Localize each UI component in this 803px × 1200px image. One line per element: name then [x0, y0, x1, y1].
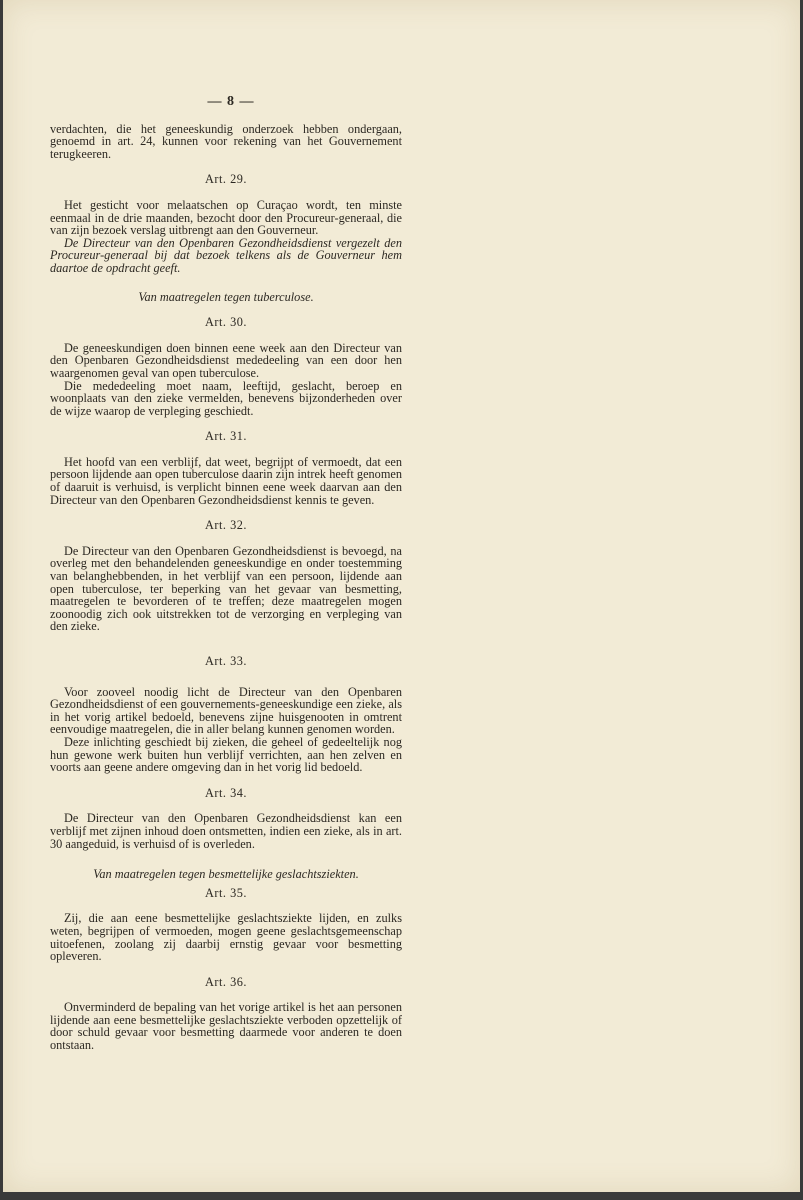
page-number: — 8 —	[207, 94, 255, 109]
document-page	[3, 0, 800, 1192]
article-heading-34: Art. 34.	[205, 785, 247, 800]
paragraph-continuation: verdachten, die het geneeskundig onderzoek hebben ondergaan, genoemd in art. 24, kunnen voor rekening van het Gouvernement terugkeeren.	[50, 121, 402, 161]
article-heading-35: Art. 35.	[205, 885, 247, 900]
text-column	[50, 96, 402, 1052]
paragraph: Het hoofd van een verblijf, dat weet, begrijpt of vermoedt, dat een persoon lijdende aan open tuberculose daarin zijn intrek heeft genomen of daaruit is verhuisd, is verplicht binnen eene week daarvan aan den Directeur van den Openbaren Gezondheidsdienst kennis te geven.	[50, 454, 402, 507]
article-heading-30: Art. 30.	[205, 315, 247, 330]
paragraph: Het gesticht voor melaatschen op Curaçao wordt, ten minste eenmaal in de drie maanden, bezocht door den Procureur-generaal, die van zijn bezoek verslag uitbrengt aan den Gouverneur.	[50, 197, 402, 238]
article-heading-33: Art. 33.	[205, 654, 247, 668]
paragraph: De Directeur van den Openbaren Gezondheidsdienst kan een verblijf met zijnen inhoud doen ontsmetten, indien een zieke, als in art. 30 aangeduid, is verhuisd of is overleden.	[50, 811, 402, 851]
paragraph: Zij, die aan eene besmettelijke geslachtsziekte lijden, en zulks weten, begrijpen of vermoeden, mogen geene geslachtsgemeenschap uitoefenen, zoolang zij daarbij ernstig gevaar voor besmetting opleveren.	[50, 911, 402, 964]
article-heading-36: Art. 36.	[205, 974, 247, 989]
section-heading-geslachtsziekten: Van maatregelen tegen besmettelijke geslachtsziekten.	[93, 867, 359, 882]
paragraph: De Directeur van den Openbaren Gezondheidsdienst is bevoegd, na overleg met den behandelenden geneeskundige en onder toestemming van belanghebbenden, in het verblijf van een persoon, lijdende aan open tuberculose, ter beperking van het gevaar van besmetting, maatregelen te bevorderen of te treffen; deze maatregelen mogen zoonoodig zich ook uitstrekken tot de verzorging en verpleging van den zieke.	[50, 543, 402, 634]
paragraph: Die mededeeling moet naam, leeftijd, geslacht, beroep en woonplaats van den zieke vermelden, benevens bijzonderheden over de wijze waarop de verpleging geschiedt.	[50, 378, 402, 418]
paragraph: Deze inlichting geschiedt bij zieken, die geheel of gedeeltelijk nog hun gewone werk buiten hun verblijf verrichten, aan hen zelven en voorts aan geene andere omgeving dan in het vorig lid bedoeld.	[50, 734, 402, 775]
article-heading-31: Art. 31.	[205, 429, 247, 444]
paragraph: De geneeskundigen doen binnen eene week aan den Directeur van den Openbaren Gezondheidsdienst mededeeling van een door hen waargenomen geval van open tuberculose.	[50, 340, 402, 380]
article-heading-29: Art. 29.	[205, 172, 247, 187]
paragraph: Onverminderd de bepaling van het vorige artikel is het aan personen lijdende aan eene besmettelijke geslachtsziekte verboden opzettelijk of door schuld gevaar voor besmetting daarmede voor anderen te doen ontstaan.	[50, 1000, 402, 1053]
paragraph-italic: De Directeur van den Openbaren Gezondheidsdienst vergezelt den Procureur-generaal bij dat bezoek telkens als de Gouverneur hem daartoe de opdracht geeft.	[50, 235, 402, 275]
paragraph: Voor zooveel noodig licht de Directeur van den Openbaren Gezondheidsdienst of een gouvernements-geneeskundige een zieke, als in het vorig artikel bedoeld, benevens zijne huisgenooten in omtrent eenvoudige maatregelen, die in aller belang kunnen genomen worden.	[50, 684, 402, 737]
article-heading-32: Art. 32.	[205, 518, 247, 533]
section-heading-tuberculose: Van maatregelen tegen tuberculose.	[138, 289, 314, 304]
